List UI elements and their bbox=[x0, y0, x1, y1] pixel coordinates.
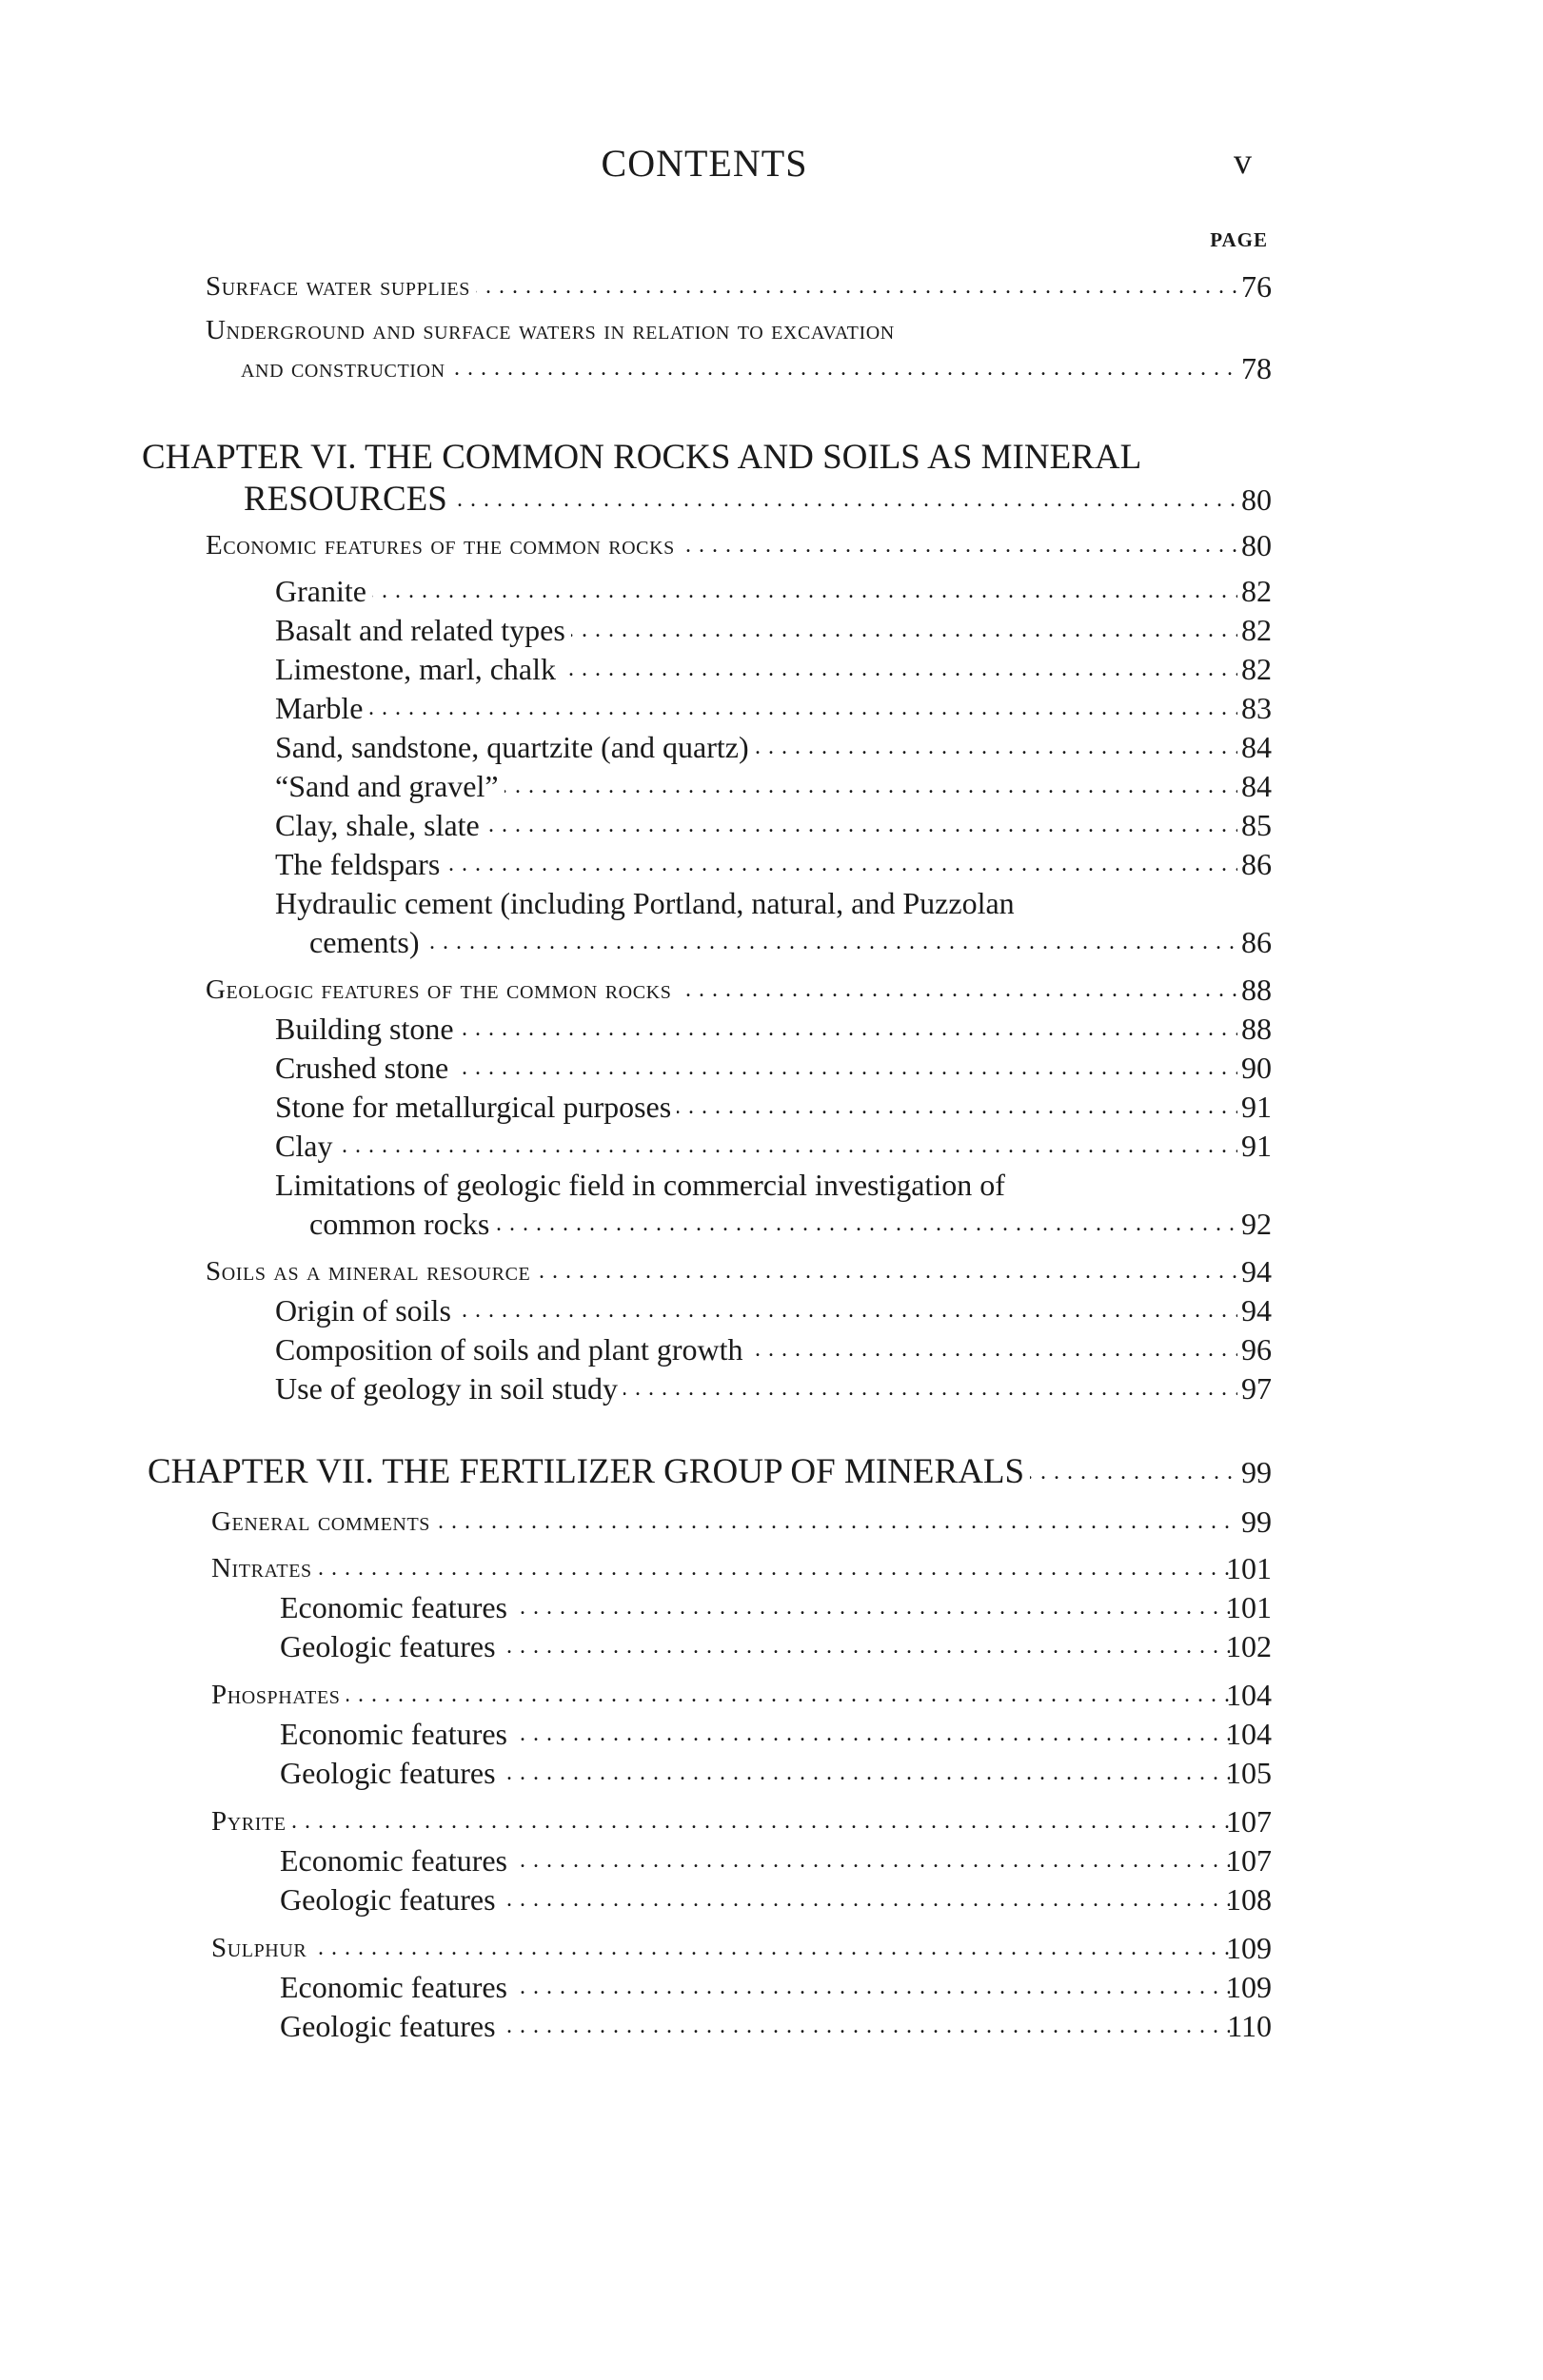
toc-item-page: 91 bbox=[1241, 1129, 1272, 1163]
toc-item-label: Stone for metallurgical purposes bbox=[275, 1090, 677, 1124]
toc-section-page: 104 bbox=[1226, 1678, 1272, 1712]
toc-item-label: The feldspars bbox=[275, 847, 445, 881]
toc-item-hydraulic-line2 bbox=[0, 922, 1543, 962]
toc-item-label: Economic features bbox=[280, 1970, 513, 2004]
toc-section-sulphur bbox=[0, 1928, 1543, 1968]
toc-item-label: Basalt and related types bbox=[275, 613, 571, 647]
toc-item bbox=[0, 727, 1543, 767]
toc-item-label: Geologic features bbox=[280, 2009, 502, 2043]
toc-item bbox=[0, 805, 1543, 845]
toc-item-page: 82 bbox=[1241, 574, 1272, 608]
toc-entry-label: Underground and surface waters in relation to excavation bbox=[206, 315, 900, 345]
toc-item bbox=[0, 1009, 1543, 1049]
toc-section-label: General comments bbox=[211, 1506, 436, 1537]
toc-section-general-comments bbox=[0, 1502, 1543, 1542]
chapter-page: 99 bbox=[1241, 1455, 1272, 1489]
chapter-title: CHAPTER VII. THE FERTILIZER GROUP OF MINERALS bbox=[148, 1452, 1030, 1491]
chapter-6-title-line1 bbox=[0, 438, 1543, 478]
toc-item bbox=[0, 1753, 1543, 1793]
toc-item-hydraulic-line1 bbox=[0, 883, 1543, 923]
toc-item-label: Limestone, marl, chalk bbox=[275, 652, 562, 686]
toc-entry-underground-line1 bbox=[0, 310, 1543, 350]
toc-section-soils bbox=[0, 1251, 1543, 1291]
toc-item-label: Clay, shale, slate bbox=[275, 808, 485, 842]
toc-item-label: Crushed stone bbox=[275, 1051, 454, 1085]
toc-item-label: Origin of soils bbox=[275, 1293, 457, 1328]
toc-item-label: Composition of soils and plant growth bbox=[275, 1332, 749, 1367]
toc-item bbox=[0, 571, 1543, 611]
toc-item-page: 105 bbox=[1226, 1756, 1272, 1790]
toc-item-label: Geologic features bbox=[280, 1882, 502, 1917]
toc-item-label: Economic features bbox=[280, 1843, 513, 1878]
toc-section-page: 109 bbox=[1226, 1931, 1272, 1965]
toc-item-page: 97 bbox=[1241, 1371, 1272, 1406]
toc-section-page: 88 bbox=[1241, 973, 1272, 1007]
toc-item bbox=[0, 1087, 1543, 1127]
toc-item-page: 90 bbox=[1241, 1051, 1272, 1085]
toc-item bbox=[0, 1840, 1543, 1880]
toc-section-label: Economic features of the common rocks bbox=[206, 530, 681, 561]
toc-section-geologic-features bbox=[0, 970, 1543, 1010]
toc-item-page: 85 bbox=[1241, 808, 1272, 842]
toc-item-label: Clay bbox=[275, 1129, 338, 1163]
toc-entry-label: Surface water supplies bbox=[206, 271, 476, 302]
toc-item-label: Geologic features bbox=[280, 1629, 502, 1663]
toc-item-limitations-line1 bbox=[0, 1165, 1543, 1205]
toc-item bbox=[0, 1879, 1543, 1919]
toc-item-page: 101 bbox=[1226, 1590, 1272, 1624]
toc-item bbox=[0, 1368, 1543, 1408]
chapter-6-title-line2 bbox=[0, 480, 1543, 520]
chapter-7-title bbox=[0, 1452, 1543, 1492]
toc-item-label: Hydraulic cement (including Portland, natural, and Puzzolan bbox=[275, 886, 1020, 920]
toc-item bbox=[0, 1714, 1543, 1754]
toc-item-page: 91 bbox=[1241, 1090, 1272, 1124]
toc-item-page: 84 bbox=[1241, 730, 1272, 764]
toc-item-page: 92 bbox=[1241, 1207, 1272, 1241]
toc-section-label: Sulphur bbox=[211, 1933, 312, 1963]
toc-item-label: Geologic features bbox=[280, 1756, 502, 1790]
toc-item-page: 86 bbox=[1241, 847, 1272, 881]
toc-item bbox=[0, 649, 1543, 689]
toc-entry-label: and construction bbox=[241, 353, 451, 384]
toc-section-label: Soils as a mineral resource bbox=[206, 1256, 536, 1287]
toc-section-page: 80 bbox=[1241, 528, 1272, 562]
page-column-label: PAGE bbox=[1210, 228, 1268, 251]
toc-item bbox=[0, 1587, 1543, 1627]
toc-item-label: cements) bbox=[309, 925, 425, 959]
toc-section-label: Nitrates bbox=[211, 1553, 318, 1583]
toc-section-phosphates bbox=[0, 1675, 1543, 1715]
toc-item-label: Economic features bbox=[280, 1717, 513, 1751]
chapter-title: CHAPTER VI. THE COMMON ROCKS AND SOILS AS MINERAL bbox=[142, 438, 1147, 477]
toc-section-nitrates bbox=[0, 1548, 1543, 1588]
toc-item bbox=[0, 1126, 1543, 1166]
toc-item bbox=[0, 1290, 1543, 1330]
toc-item-label: Sand, sandstone, quartzite (and quartz) bbox=[275, 730, 755, 764]
toc-item bbox=[0, 688, 1543, 728]
toc-section-label: Phosphates bbox=[211, 1680, 346, 1710]
toc-item-page: 102 bbox=[1226, 1629, 1272, 1663]
toc-item-label: Limitations of geologic field in commercial investigation of bbox=[275, 1168, 1011, 1202]
toc-item-page: 84 bbox=[1241, 769, 1272, 803]
chapter-page: 80 bbox=[1241, 482, 1272, 517]
toc-section-page: 101 bbox=[1226, 1551, 1272, 1585]
toc-item-page: 108 bbox=[1226, 1882, 1272, 1917]
toc-entry-page: 76 bbox=[1241, 269, 1272, 304]
toc-item-page: 104 bbox=[1226, 1717, 1272, 1751]
toc-item bbox=[0, 844, 1543, 884]
toc-item-label: Building stone bbox=[275, 1012, 460, 1046]
toc-item-label: “Sand and gravel” bbox=[275, 769, 504, 803]
toc-section-economic-features bbox=[0, 525, 1543, 565]
toc-item bbox=[0, 1967, 1543, 2007]
toc-section-label: Geologic features of the common rocks bbox=[206, 974, 677, 1005]
toc-item bbox=[0, 2006, 1543, 2046]
toc-item bbox=[0, 1048, 1543, 1088]
toc-entry-surface-water bbox=[0, 266, 1543, 306]
toc-item-page: 109 bbox=[1226, 1970, 1272, 2004]
toc-section-page: 99 bbox=[1241, 1505, 1272, 1539]
toc-item bbox=[0, 1626, 1543, 1666]
toc-section-page: 107 bbox=[1226, 1804, 1272, 1839]
toc-item-page: 94 bbox=[1241, 1293, 1272, 1328]
toc-item bbox=[0, 610, 1543, 650]
toc-item-limitations-line2 bbox=[0, 1204, 1543, 1244]
toc-section-label: Pyrite bbox=[211, 1806, 292, 1837]
toc-item-page: 86 bbox=[1241, 925, 1272, 959]
toc-item bbox=[0, 1329, 1543, 1369]
toc-item-page: 88 bbox=[1241, 1012, 1272, 1046]
toc-section-page: 94 bbox=[1241, 1254, 1272, 1288]
toc-item-page: 96 bbox=[1241, 1332, 1272, 1367]
toc-item-label: common rocks bbox=[309, 1207, 495, 1241]
running-head bbox=[0, 141, 1543, 198]
toc-item-page: 82 bbox=[1241, 652, 1272, 686]
toc-entry-underground-line2 bbox=[0, 348, 1543, 388]
toc-item-label: Marble bbox=[275, 691, 368, 725]
toc-entry-page: 78 bbox=[1241, 351, 1272, 385]
toc-item-label: Use of geology in soil study bbox=[275, 1371, 623, 1406]
page-number: v bbox=[1234, 142, 1252, 182]
page-title: CONTENTS bbox=[601, 142, 808, 185]
toc-item-label: Economic features bbox=[280, 1590, 513, 1624]
toc-item-page: 110 bbox=[1227, 2009, 1272, 2043]
toc-item bbox=[0, 766, 1543, 806]
toc-section-pyrite bbox=[0, 1801, 1543, 1841]
toc-item-page: 82 bbox=[1241, 613, 1272, 647]
toc-item-label: Granite bbox=[275, 574, 372, 608]
chapter-title: RESOURCES bbox=[244, 480, 453, 519]
toc-item-page: 83 bbox=[1241, 691, 1272, 725]
toc-item-page: 107 bbox=[1226, 1843, 1272, 1878]
